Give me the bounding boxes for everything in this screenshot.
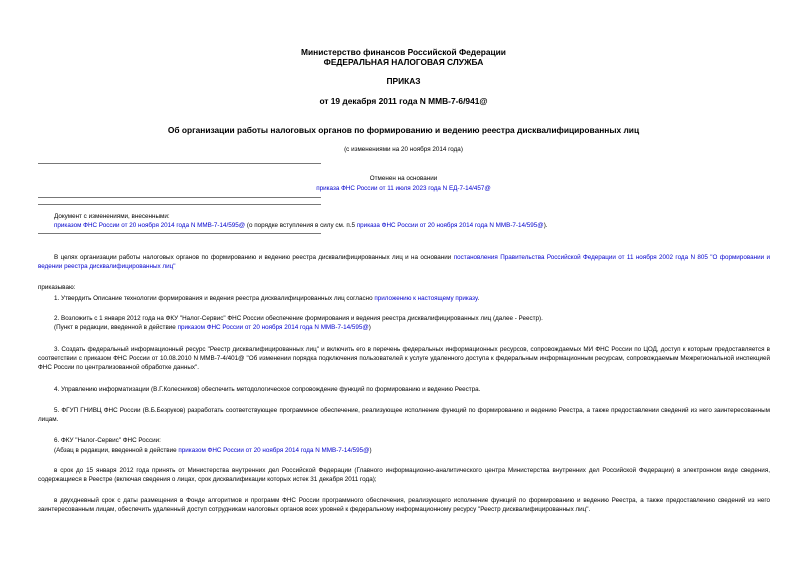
paragraph-1-end: . [477, 295, 480, 302]
divider [38, 197, 321, 198]
doc-type-heading: ПРИКАЗ [386, 76, 421, 86]
divider [38, 233, 321, 234]
cancelled-link[interactable]: приказа ФНС России от 11 июля 2023 года N ЕД-7-14/457@ [316, 185, 491, 192]
note-end: ) [369, 447, 372, 454]
paragraph-6-note [54, 446, 372, 455]
order-word: приказываю: [38, 284, 76, 291]
paragraph-6b: в двухдневный срок с даты размещения в Фонде алгоритмов и программ ФНС России программного обеспечения, реализующего исполнение функций по формированию и ведению Реестра, а также предоставлению сведений из него заинтересованным лицам, обеспечить удаленный доступ сотрудникам налоговых органов всех уровней к федеральному информационному ресурсу "Реестр дисквалифицированных лиц". [38, 497, 770, 513]
preamble-link[interactable]: постановления Правительства Российской Федерации от 11 ноября 2002 года N 805 "О формировании и ведении реестра дисквалифицированных лиц" [38, 254, 770, 270]
appendix-link[interactable]: приложению к настоящему приказу [374, 295, 478, 302]
doc-title: Об организации работы налоговых органов по формированию и ведению реестра дисквалифицированных лиц [167, 125, 640, 135]
paragraph-2: 2. Возложить с 1 января 2012 года на ФКУ "Налог-Сервис" ФНС России обеспечение формирования и ведения реестра дисквалифицированных лиц (далее - Реестр). [54, 315, 543, 322]
divider [38, 163, 321, 164]
service-heading: ФЕДЕРАЛЬНАЯ НАЛОГОВАЯ СЛУЖБА [323, 57, 484, 67]
cancelled-label: Отменен на основании [369, 175, 438, 182]
edition-link[interactable]: приказом ФНС России от 20 ноября 2014 года N ММВ-7-14/595@ [177, 324, 369, 331]
paragraph-1-text: 1. Утвердить Описание технологии формирования и ведения реестра дисквалифицированных лиц согласно [54, 295, 375, 302]
paragraph-3: 3. Создать федеральный информационный ресурс "Реестр дисквалифицированных лиц" и включить его в перечень федеральных информационных ресурсов, сопровождаемых МИ ФНС России по ЦОД, доступ к которым предоставляется в соответствии с приказом ФНС России от 10.08.2010 N ММВ-7-4/401@ "Об изменении порядка подключения пользователей к услуге удаленного доступа к федеральным информационным ресурсам, сопровождаемым Межрегиональной инспекцией ФНС России по централизованной обработке данных". [38, 346, 770, 371]
note-text: (Абзац в редакции, введенной в действие [54, 447, 179, 454]
preamble-text: В целях организации работы налоговых органов по формированию и ведению реестра дисквалифицированных лиц и на основании [54, 254, 454, 261]
paragraph-2-note [54, 323, 371, 332]
doc-date-number: от 19 декабря 2011 года N ММВ-7-6/941@ [319, 96, 488, 106]
note-end: ) [368, 324, 371, 331]
amendment-end: ). [543, 222, 548, 229]
preamble-paragraph [38, 253, 770, 271]
paragraph-5: 5. ФГУП ГНИВЦ ФНС России (В.Б.Безруков) разработать соответствующее программное обеспечение, реализующее исполнение функций по формированию и ведению Реестра, а также предоставлении сведений из него заинтересованным лицам. [38, 407, 770, 423]
paragraph-1 [38, 294, 770, 303]
amendment-text: (о порядке вступления в силу см. п.5 [245, 222, 357, 229]
divider [38, 204, 321, 205]
note-text: (Пункт в редакции, введенной в действие [54, 324, 178, 331]
paragraph-6: 6. ФКУ "Налог-Сервис" ФНС России: [54, 437, 161, 444]
ministry-heading: Министерство финансов Российской Федерации [301, 47, 506, 57]
edition-note: (с изменениями на 20 ноября 2014 года) [344, 146, 463, 153]
amendment-link[interactable]: приказом ФНС России от 20 ноября 2014 года N ММВ-7-14/595@ [54, 222, 246, 229]
amendment-link[interactable]: приказа ФНС России от 20 ноября 2014 года N ММВ-7-14/595@ [356, 222, 544, 229]
amendments-line [54, 221, 548, 230]
amendments-label: Документ с изменениями, внесенными: [54, 213, 170, 220]
paragraph-4: 4. Управлению информатизации (В.Г.Колесников) обеспечить методологическое сопровождение функций по формированию и ведению Реестра. [54, 386, 481, 393]
edition-link[interactable]: приказом ФНС России от 20 ноября 2014 года N ММВ-7-14/595@ [178, 447, 370, 454]
paragraph-6a: в срок до 15 января 2012 года принять от Министерства внутренних дел Российской Федерации (Главного информационно-аналитического центра Министерства внутренних дел Российской Федерации) в электронном виде сведения, содержащиеся в Реестре (включая сведения о лицах, срок дисквалификации которых истек 31 декабря 2011 года); [38, 467, 770, 483]
